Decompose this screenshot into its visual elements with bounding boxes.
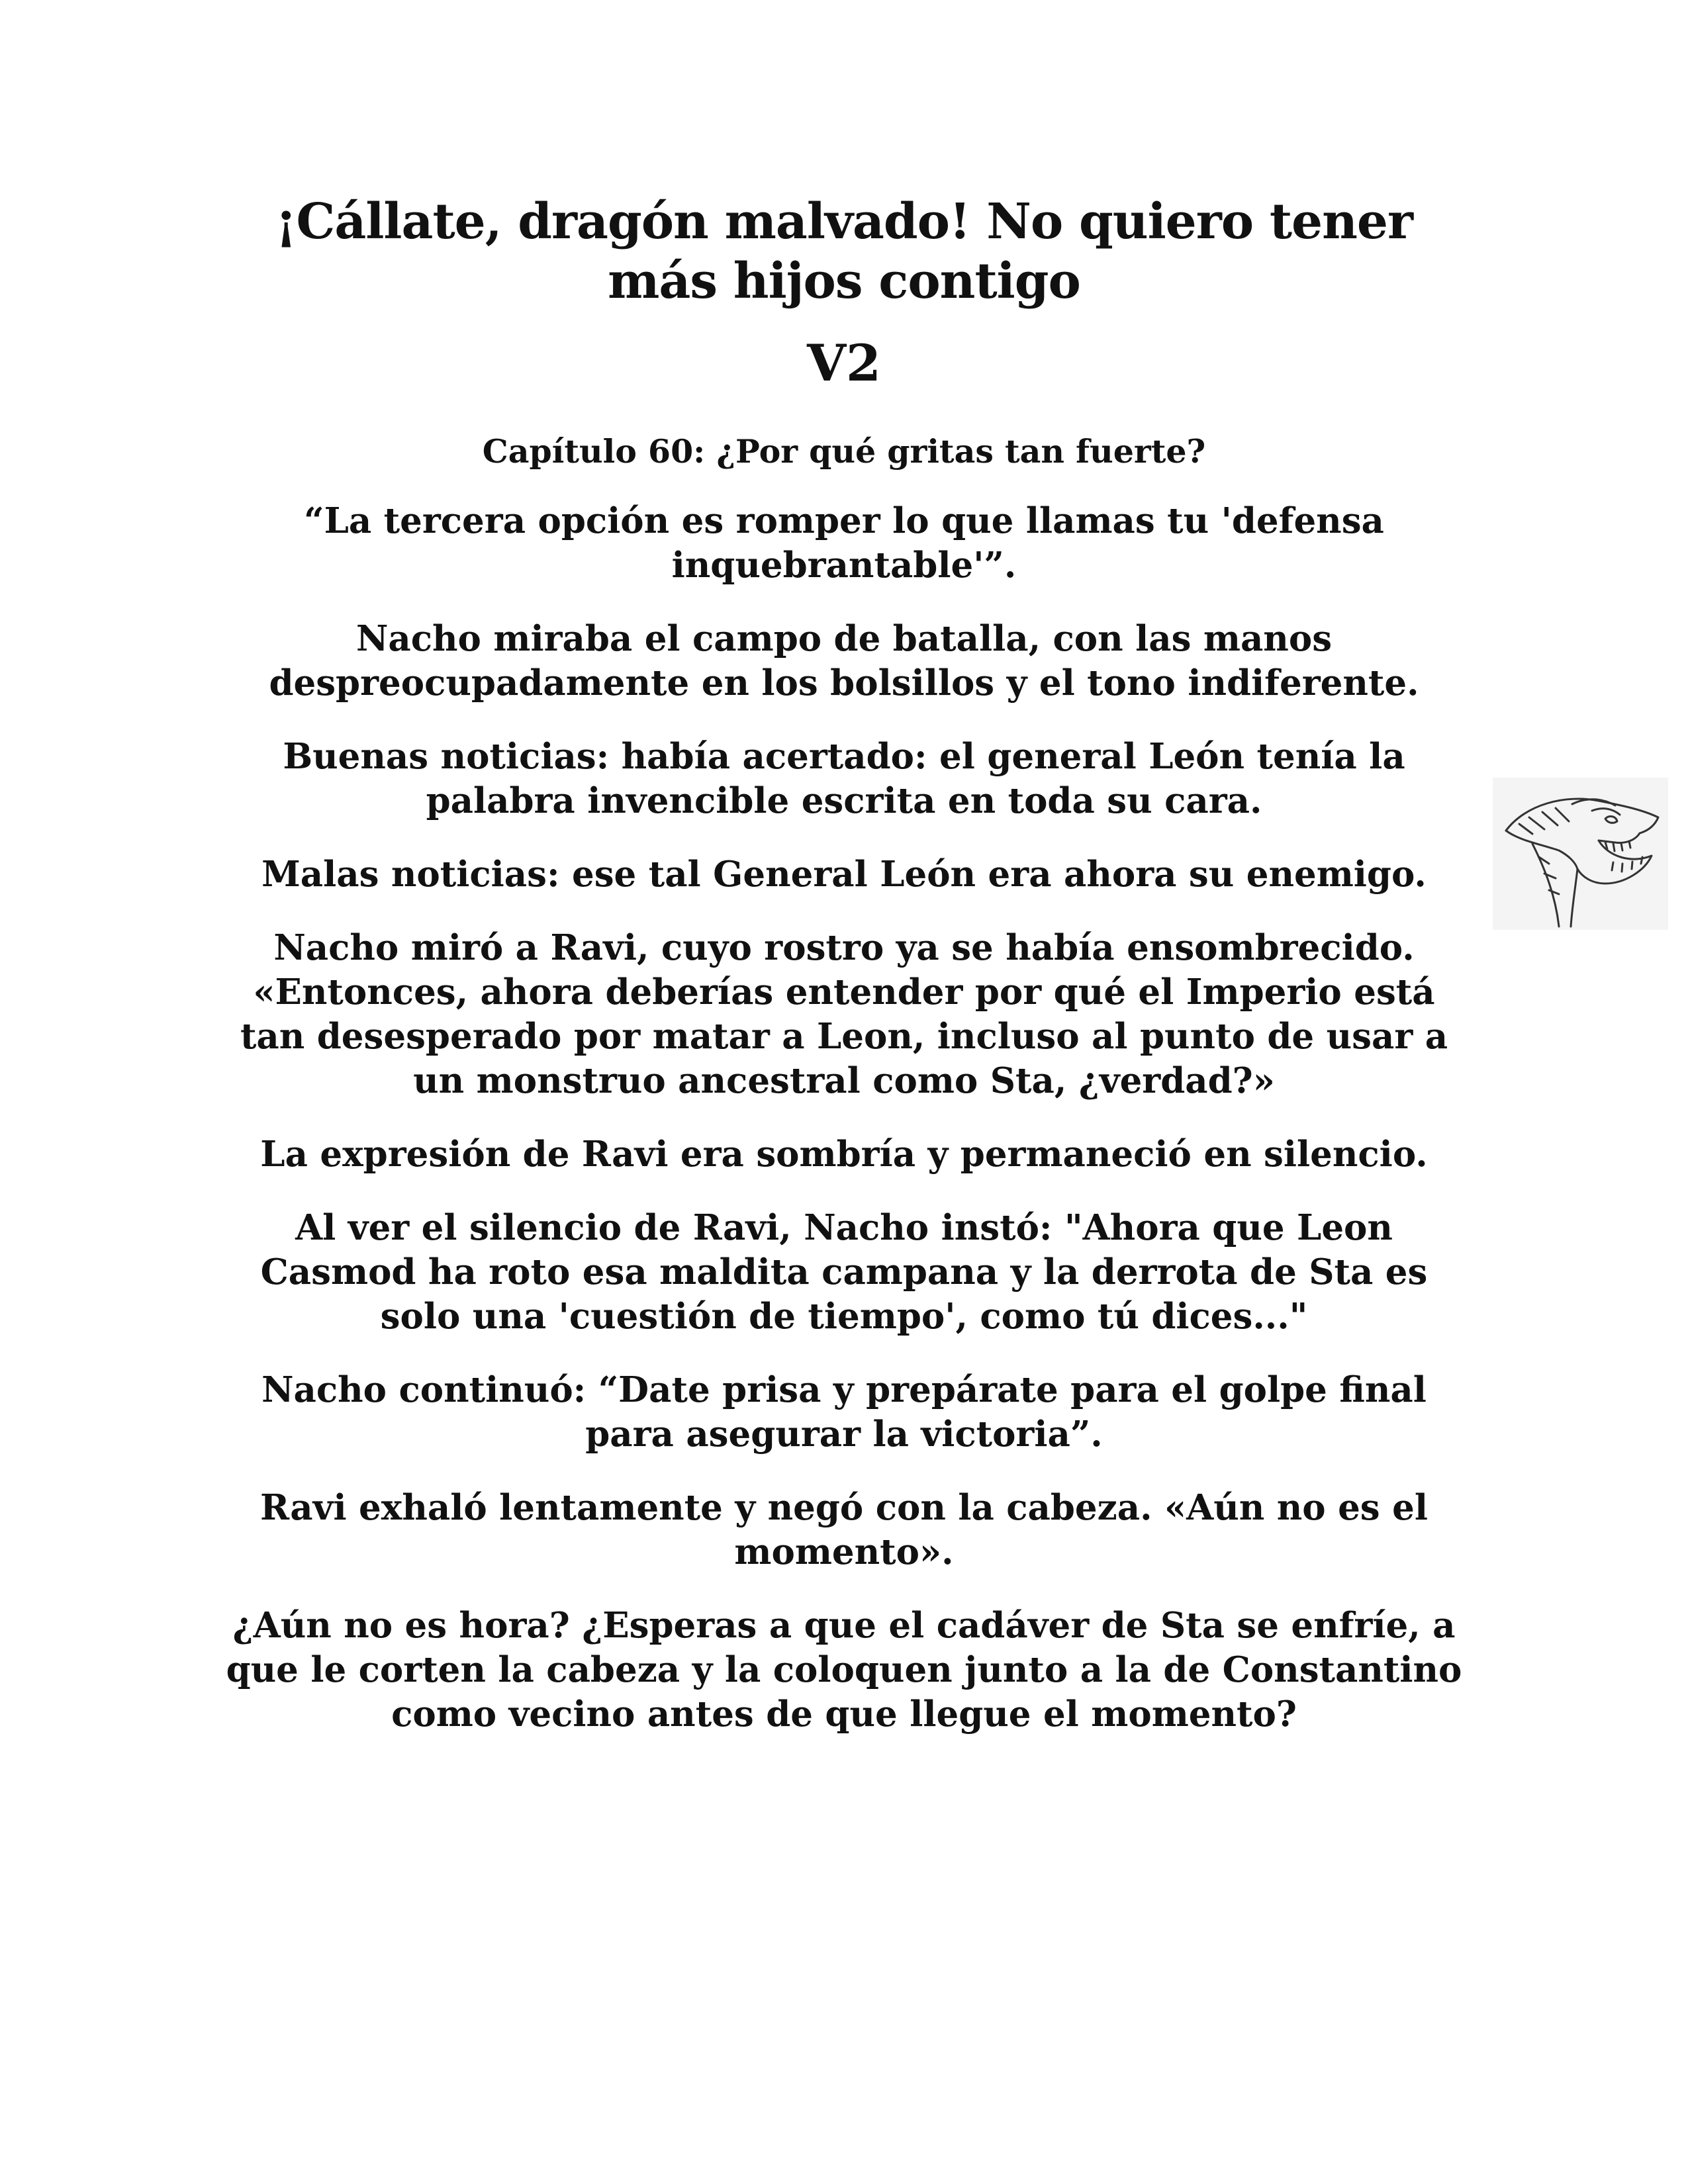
paragraph: La expresión de Ravi era sombría y permaneció en silencio. (260, 1134, 1428, 1175)
paragraph: Al ver el silencio de Ravi, Nacho instó: "Ahora que Leon Casmod ha roto esa maldita campana y la derrota de Sta es solo una 'cuestión de tiempo', como tú dices..." (260, 1207, 1428, 1337)
paragraph: Buenas noticias: había acertado: el general León tenía la palabra invencible escrita en toda su cara. (283, 736, 1405, 821)
paragraph: ¿Aún no es hora? ¿Esperas a que el cadáver de Sta se enfríe, a que le corten la cabeza y la coloquen junto a la de Constantino como vecino antes de que llegue el momento? (226, 1605, 1462, 1735)
paragraph: Malas noticias: ese tal General León era ahora su enemigo. (261, 854, 1427, 895)
volume-label: V2 (807, 334, 881, 392)
paragraph: Nacho miró a Ravi, cuyo rostro ya se había ensombrecido. «Entonces, ahora deberías entender por qué el Imperio está tan desesperado por matar a Leon, incluso al punto de usar a un monstruo ancestral como Sta, ¿verdad?» (240, 927, 1448, 1101)
paragraph: Nacho continuó: “Date prisa y prepárate para el golpe final para asegurar la victoria”. (261, 1369, 1427, 1455)
paragraph: Ravi exhaló lentamente y negó con la cabeza. «Aún no es el momento». (260, 1487, 1428, 1572)
paragraph: “La tercera opción es romper lo que llamas tu 'defensa inquebrantable'”. (304, 500, 1384, 586)
paragraph: Nacho miraba el campo de batalla, con las manos despreocupadamente en los bolsillos y el tono indiferente. (269, 618, 1419, 704)
chapter-heading: Capítulo 60: ¿Por qué gritas tan fuerte? (482, 432, 1206, 471)
document-page (225, 192, 1463, 1737)
document-title: ¡Cállate, dragón malvado! No quiero tener más hijos contigo (275, 193, 1413, 310)
dragon-head-sketch-icon (1493, 778, 1668, 930)
